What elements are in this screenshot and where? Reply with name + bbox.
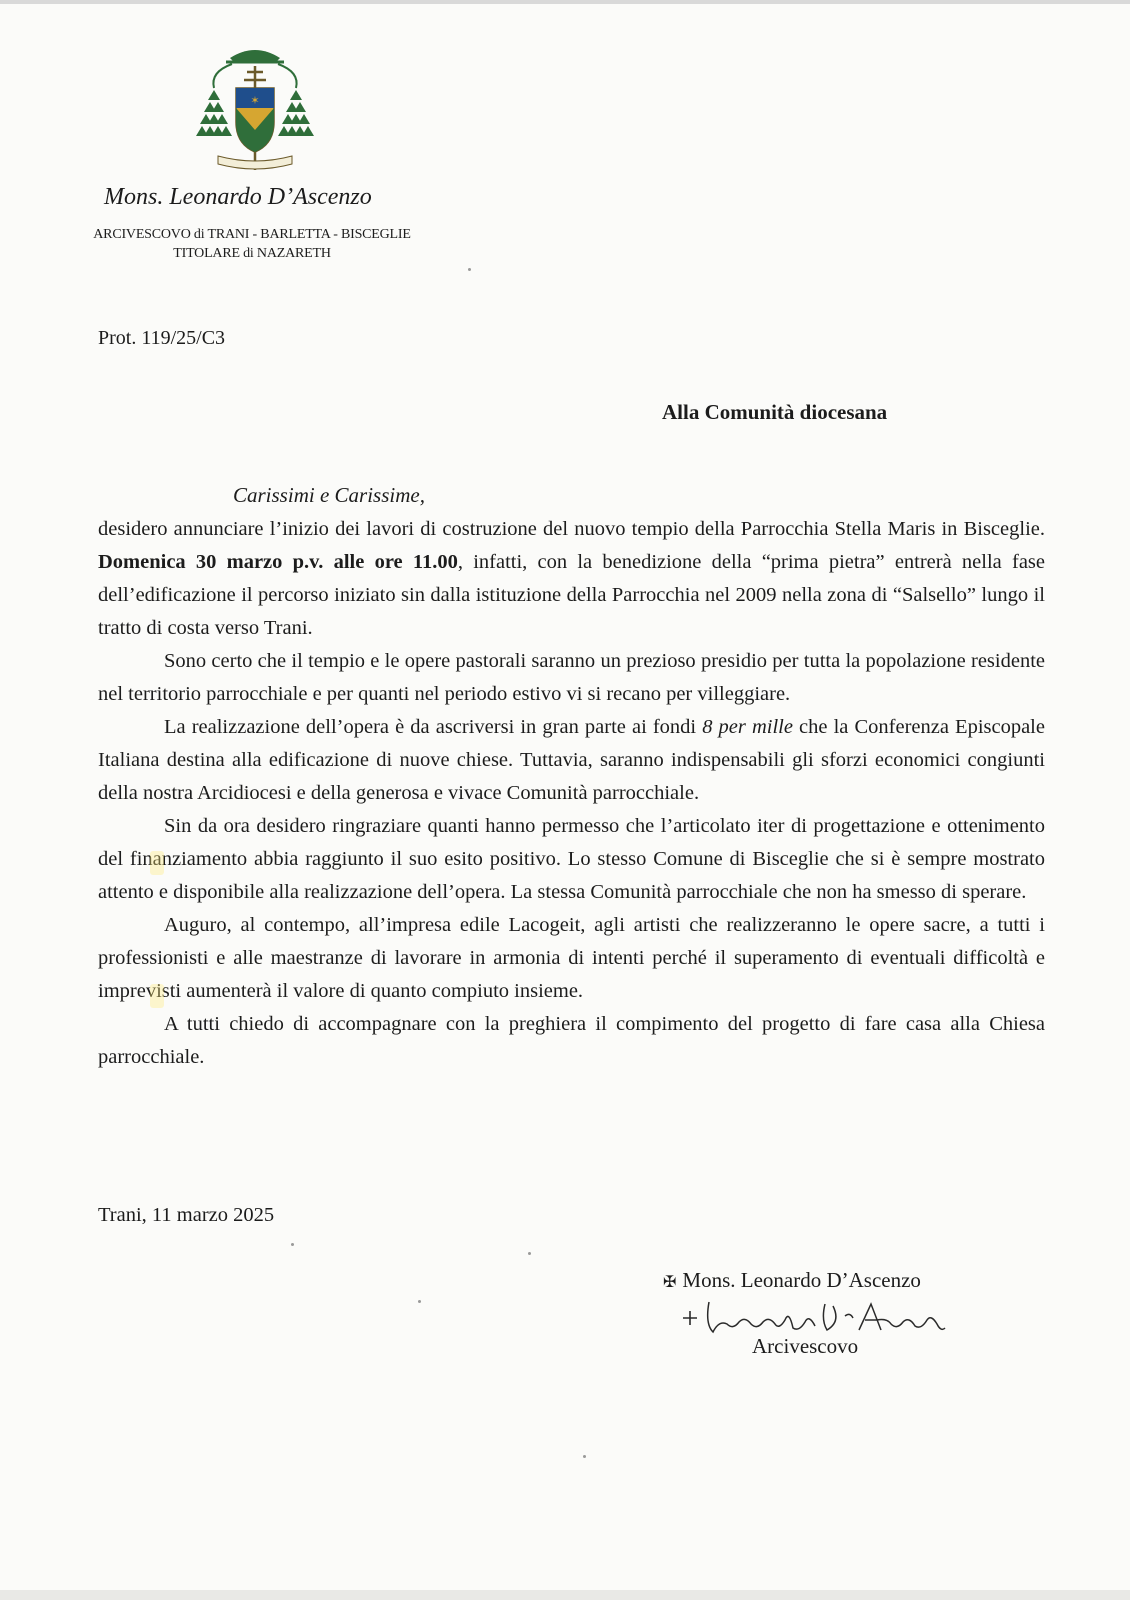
highlighter-mark <box>150 851 164 875</box>
paragraph-4: Sin da ora desidero ringraziare quanti hanno permesso che l’articolato iter di progettazione e ottenimento del finanziamento abbia raggiunto il suo esito positivo. Lo stesso Comune di Bisceglie che si è sempre mostrato attento e disponibile alla realizzazione dell’opera. La stessa Comunità parrocchiale che non ha smesso di sperare. <box>98 815 1045 903</box>
highlighter-mark <box>150 984 164 1008</box>
paragraph-1-text: desidero annunciare l’inizio dei lavori di costruzione del nuovo tempio della Parrocchia Stella Maris in Bisceglie. <box>98 518 1045 540</box>
paragraph-3 <box>98 711 1045 810</box>
letterhead-title-line1: ARCIVESCOVO di TRANI - BARLETTA - BISCEGLIE <box>93 227 411 242</box>
paragraph-5: Auguro, al contempo, all’impresa edile Lacogeit, agli artisti che realizzeranno le opere sacre, a tutti i professionisti e alle maestranze di lavorare in armonia di intenti perché il superamento di eventuali difficoltà e imprevisti aumenterà il valore di quanto compiuto insieme. <box>98 914 1045 1002</box>
paragraph-3-text: La realizzazione dell’opera è da ascriversi in gran parte ai fondi <box>164 716 703 738</box>
scan-bottom-edge <box>0 1590 1130 1600</box>
event-date-time: Domenica 30 marzo p.v. alle ore 11.00 <box>98 551 458 573</box>
scan-speck <box>291 1243 294 1246</box>
paragraph-3-text-cont: che la Conferenza Episcopale Italiana destina alla edificazione di nuove chiese. Tuttavia, saranno indispensabili gli sforzi economici congiunti della nostra Arcidiocesi e della generosa e vivace Comunità parrocchiale. <box>98 716 1045 804</box>
salutation: Carissimi e Carissime, <box>233 483 425 507</box>
scan-speck <box>418 1300 421 1303</box>
letter-body <box>98 513 1045 1074</box>
letterhead-name: Mons. Leonardo D’Ascenzo <box>104 184 372 210</box>
svg-text:✶: ✶ <box>250 95 260 107</box>
signature-name-line <box>663 1268 921 1293</box>
scan-speck <box>583 1455 586 1458</box>
episcopal-cross-icon: ✠ <box>663 1274 677 1291</box>
scan-top-edge <box>0 0 1130 4</box>
funds-name: 8 per mille <box>702 716 793 738</box>
paragraph-1 <box>98 513 1045 645</box>
paragraph-6: A tutti chiedo di accompagnare con la preghiera il compimento del progetto di fare casa alla Chiesa parrocchiale. <box>98 1013 1045 1068</box>
recipient: Alla Comunità diocesana <box>662 400 888 424</box>
signature-role: Arcivescovo <box>752 1334 859 1358</box>
signature-name: Mons. Leonardo D’Ascenzo <box>682 1268 921 1292</box>
scan-speck <box>468 268 471 271</box>
letterhead-title-line2: TITOLARE di NAZARETH <box>173 246 331 261</box>
protocol-number: Prot. 119/25/C3 <box>98 327 226 349</box>
paragraph-1-text-cont: , infatti, con la benedizione della “prima pietra” entrerà nella fase dell’edificazione il percorso iniziato sin dalla istituzione della Parrocchia nel 2009 nella zona di “Salsello” lungo il tratto di costa verso Trani. <box>98 551 1045 639</box>
place-date: Trani, 11 marzo 2025 <box>98 1204 275 1226</box>
episcopal-coat-of-arms-icon <box>196 42 314 182</box>
paragraph-2: Sono certo che il tempio e le opere pastorali saranno un prezioso presidio per tutta la popolazione residente nel territorio parrocchiale e per quanti nel periodo estivo vi si recano per villeggiare. <box>98 650 1045 705</box>
scan-speck <box>528 1252 531 1255</box>
